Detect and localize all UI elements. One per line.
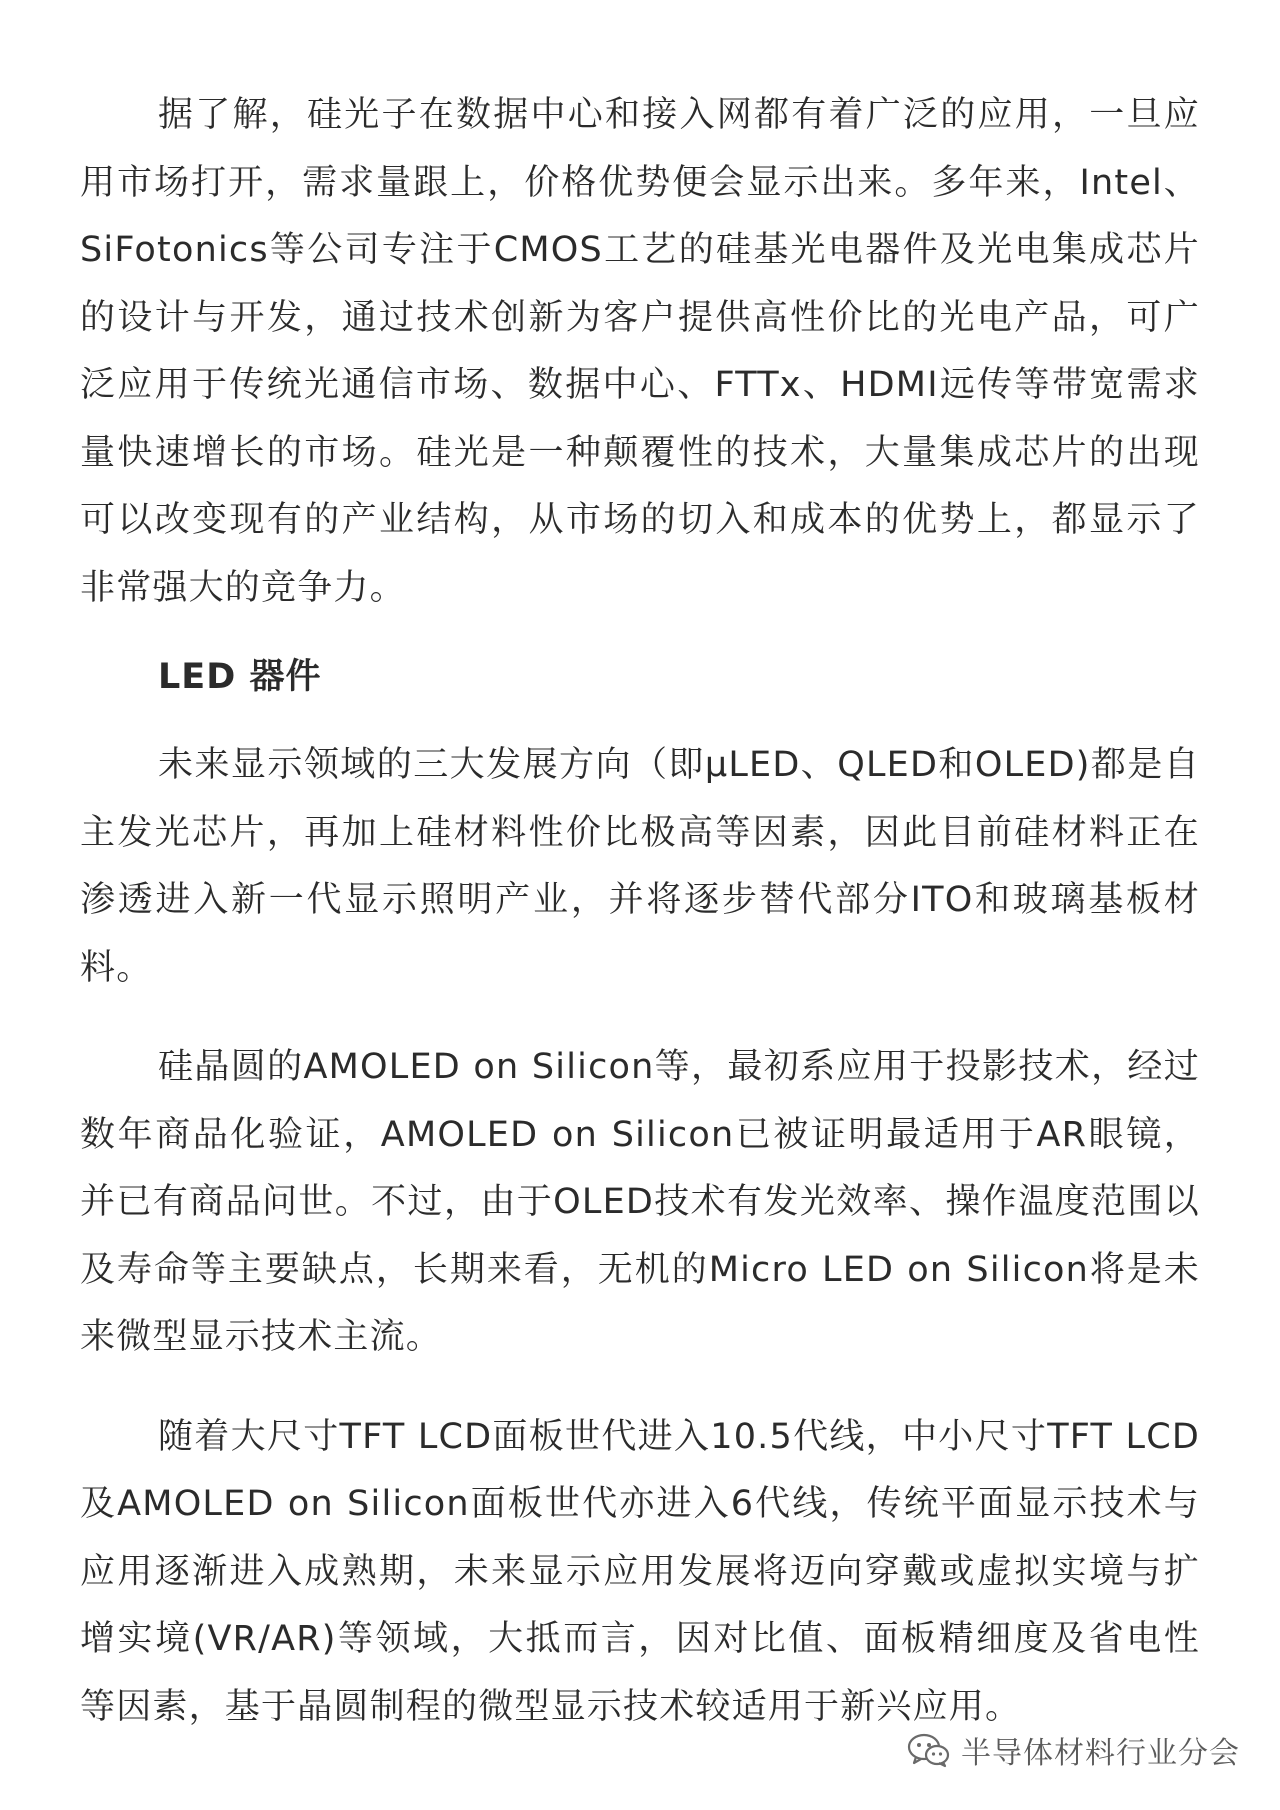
paragraph-amoled-on-silicon: 硅晶圆的AMOLED on Silicon等，最初系应用于投影技术，经过数年商品化验证，AMOLED on Silicon已被证明最适用于AR眼镜，并已有商品问世。不过，由于OLED技术有发光效率、操作温度范围以及寿命等主要缺点，长期来看，无机的Micro LED on Silicon将是未来微型显示技术主流。 <box>80 1047 1200 1357</box>
watermark <box>907 1728 1240 1772</box>
paragraph-micro-display-trend: 随着大尺寸TFT LCD面板世代进入10.5代线，中小尺寸TFT LCD及AMOLED on Silicon面板世代亦进入6代线，传统平面显示技术与应用逐渐进入成熟期，未来显示应用发展将迈向穿戴或虚拟实境与扩增实境(VR/AR)等领域，大抵而言，因对比值、面板精细度及省电性等因素，基于晶圆制程的微型显示技术较适用于新兴应用。 <box>80 1416 1200 1727</box>
watermark-text: 半导体材料行业分会 <box>961 1736 1240 1771</box>
wechat-icon <box>907 1732 951 1768</box>
paragraph-display-directions: 未来显示领域的三大发展方向（即μLED、QLED和OLED)都是自主发光芯片，再加上硅材料性价比极高等因素，因此目前硅材料正在渗透进入新一代显示照明产业，并将逐步替代部分ITO和玻璃基板材料。 <box>80 745 1200 988</box>
section-heading: LED 器件 <box>158 657 322 697</box>
paragraph-silicon-photonics: 据了解，硅光子在数据中心和接入网都有着广泛的应用，一旦应用市场打开，需求量跟上，价格优势便会显示出来。多年来，Intel、SiFotonics等公司专注于CMOS工艺的硅基光电器件及光电集成芯片的设计与开发，通过技术创新为客户提供高性价比的光电产品，可广泛应用于传统光通信市场、数据中心、FTTx、HDMI远传等带宽需求量快速增长的市场。硅光是一种颠覆性的技术，大量集成芯片的出现可以改变现有的产业结构，从市场的切入和成本的优势上，都显示了非常强大的竞争力。 <box>80 95 1200 608</box>
document-body <box>80 82 1200 1741</box>
